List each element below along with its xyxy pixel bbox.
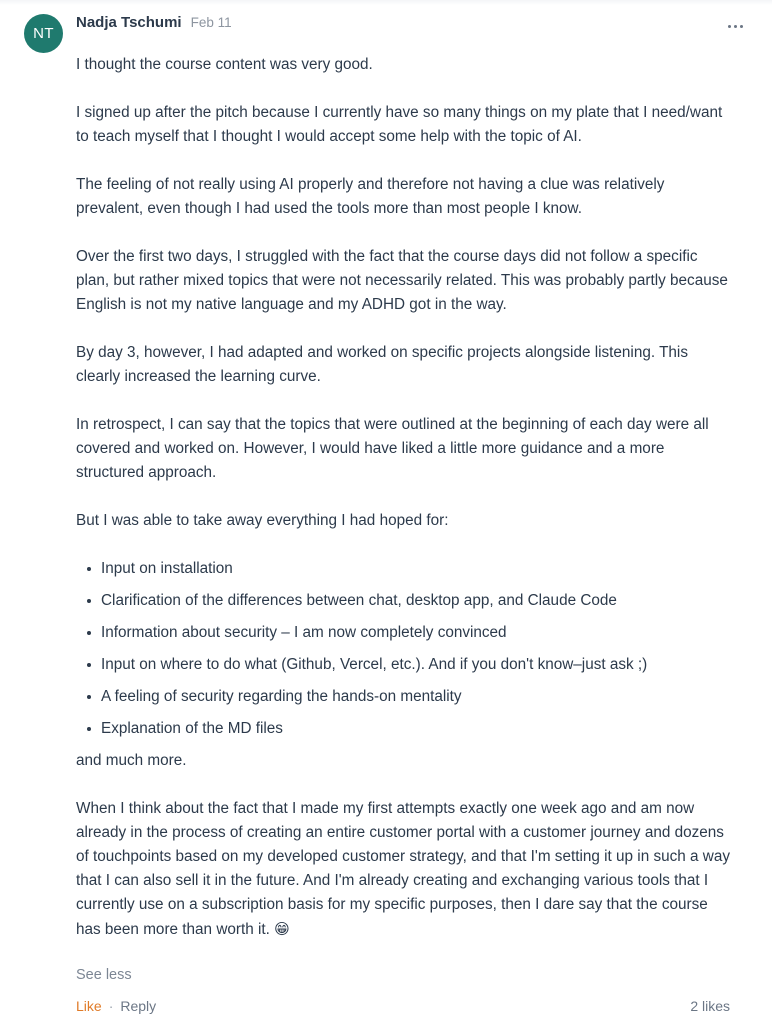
list-item: A feeling of security regarding the hands-on mentality (101, 685, 730, 709)
comment-paragraph: But I was able to take away everything I had hoped for: (76, 512, 449, 529)
list-item: Clarification of the differences between chat, desktop app, and Claude Code (101, 589, 730, 613)
dot (740, 25, 743, 28)
like-button[interactable]: Like (76, 998, 102, 1014)
takeaways-list (76, 557, 730, 741)
comment-paragraph: By day 3, however, I had adapted and worked on specific projects alongside listening. This clearly increased the learning curve. (76, 344, 688, 385)
comment-paragraph: I signed up after the pitch because I currently have so many things on my plate that I need/want to teach myself that I thought I would accept some help with the topic of AI. (76, 104, 723, 145)
comment-timestamp: Feb 11 (190, 15, 232, 30)
closing-paragraph (76, 797, 730, 942)
comment-paragraph: Over the first two days, I struggled with the fact that the course days did not follow a specific plan, but rather mixed topics that were not necessarily related. This was probably partly because English is not my native language and my ADHD got in the way. (76, 248, 728, 313)
list-item: Input on installation (101, 557, 730, 581)
reply-button[interactable]: Reply (120, 998, 157, 1014)
author-name[interactable]: Nadja Tschumi (76, 14, 182, 31)
likes-count: 2 likes (690, 998, 730, 1014)
list-item: Input on where to do what (Github, Vercel, etc.). And if you don't know–just ask ;) (101, 653, 730, 677)
comment-paragraph: The feeling of not really using AI properly and therefore not having a clue was relatively prevalent, even though I had used the tools more than most people I know. (76, 176, 665, 217)
see-less-link[interactable]: See less (76, 967, 132, 983)
grinning-face-emoji: 😁 (274, 920, 290, 938)
avatar: NT (24, 14, 63, 53)
after-list-text: and much more. (76, 752, 187, 769)
list-item: Explanation of the MD files (101, 717, 730, 741)
footer-separator: · (108, 998, 114, 1014)
ellipsis-horizontal-icon[interactable] (720, 15, 750, 37)
comment-paragraph: I thought the course content was very good. (76, 56, 373, 73)
comment-header (24, 12, 744, 53)
dot (728, 25, 731, 28)
comment-footer (76, 997, 730, 1015)
closing-paragraph-text: When I think about the fact that I made my first attempts exactly one week ago and am now already in the process of creating an entire customer portal with a customer journey and dozens of touchpoints based on my developed customer strategy, and that I'm setting it up in such a way that I can also sell it in the future. And I'm already creating and exchanging various tools that I currently use on a subscription basis for my specific purposes, then I dare say that the course has been more than worth it. (76, 800, 730, 938)
comment-paragraph: In retrospect, I can say that the topics that were outlined at the beginning of each day were all covered and worked on. However, I would have liked a little more guidance and a more structured approach. (76, 416, 709, 481)
comment-body (76, 53, 744, 1015)
author-meta (76, 12, 232, 31)
dot (734, 25, 737, 28)
list-item: Information about security – I am now completely convinced (101, 621, 730, 645)
